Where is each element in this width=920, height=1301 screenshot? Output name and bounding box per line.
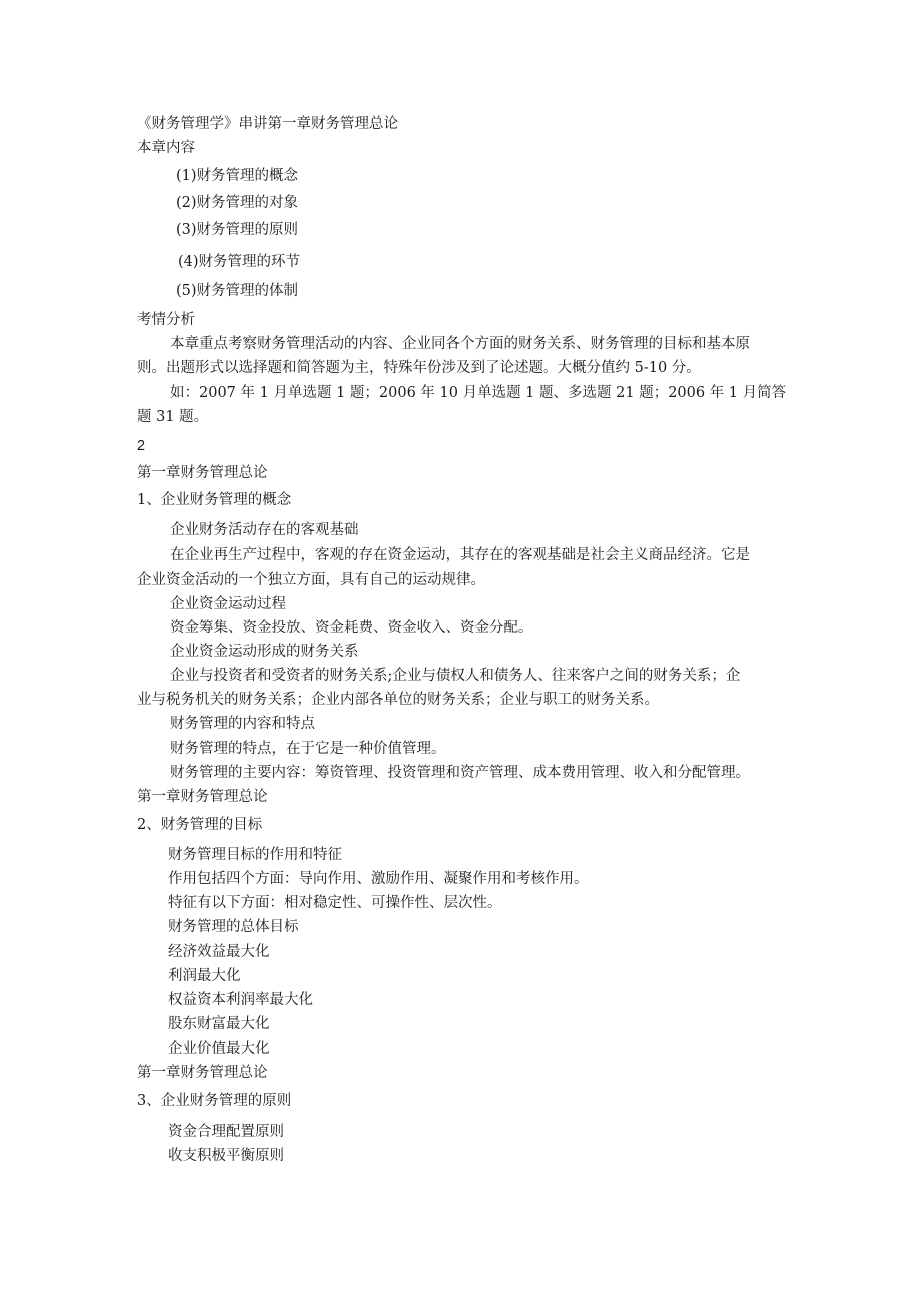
list-item: 权益资本利润率最大化 (168, 992, 313, 1008)
analysis-heading: 考情分析 (137, 312, 195, 328)
page-number: 2 (137, 438, 146, 454)
toc-heading: 本章内容 (137, 140, 195, 156)
analysis-paragraph-line: 题 31 题。 (137, 409, 209, 425)
body-line: 作用包括四个方面：导向作用、激励作用、凝聚作用和考核作用。 (168, 871, 589, 887)
list-item: 股东财富最大化 (168, 1016, 270, 1032)
toc-item: (5)财务管理的体制 (176, 283, 299, 299)
chapter-title: 第一章财务管理总论 (137, 789, 268, 805)
toc-item: (1)财务管理的概念 (176, 168, 299, 184)
body-line: 企业与投资者和受资者的财务关系;企业与债权人和债务人、往来客户之间的财务关系；企 (170, 668, 741, 684)
section-heading: 2、财务管理的目标 (137, 817, 263, 833)
analysis-paragraph-line: 则。出题形式以选择题和简答题为主，特殊年份涉及到了论述题。大概分值约 5-10 分。 (137, 360, 701, 376)
section-heading: 1、企业财务管理的概念 (137, 492, 292, 508)
toc-item: (4)财务管理的环节 (178, 254, 301, 270)
subheading: 财务管理目标的作用和特征 (168, 847, 342, 863)
toc-item: (3)财务管理的原则 (176, 222, 299, 238)
subheading: 企业资金运动形成的财务关系 (170, 644, 359, 660)
subheading: 财务管理的总体目标 (168, 919, 299, 935)
list-item: 经济效益最大化 (168, 944, 270, 960)
body-line: 业与税务机关的财务关系；企业内部各单位的财务关系；企业与职工的财务关系。 (137, 692, 659, 708)
subheading: 财务管理的内容和特点 (170, 716, 315, 732)
body-line: 财务管理的特点，在于它是一种价值管理。 (170, 741, 446, 757)
list-item: 收支积极平衡原则 (168, 1148, 284, 1164)
analysis-paragraph-line: 本章重点考察财务管理活动的内容、企业同各个方面的财务关系、财务管理的目标和基本原 (170, 336, 750, 352)
chapter-title: 第一章财务管理总论 (137, 465, 268, 481)
list-item: 企业价值最大化 (168, 1041, 270, 1057)
subheading: 企业资金运动过程 (170, 596, 286, 612)
toc-item: (2)财务管理的对象 (176, 195, 299, 211)
list-item: 资金合理配置原则 (168, 1124, 284, 1140)
body-line: 企业资金活动的一个独立方面，具有自己的运动规律。 (137, 572, 485, 588)
body-line: 资金筹集、资金投放、资金耗费、资金收入、资金分配。 (170, 620, 533, 636)
chapter-title: 第一章财务管理总论 (137, 1065, 268, 1081)
section-heading: 3、企业财务管理的原则 (137, 1093, 292, 1109)
document-title: 《财务管理学》串讲第一章财务管理总论 (137, 116, 398, 132)
analysis-paragraph-line: 如：2007 年 1 月单选题 1 题；2006 年 10 月单选题 1 题、多选题 21 题；2006 年 1 月简答 (170, 385, 787, 401)
list-item: 利润最大化 (168, 968, 241, 984)
subheading: 企业财务活动存在的客观基础 (170, 522, 359, 538)
body-line: 特征有以下方面：相对稳定性、可操作性、层次性。 (168, 895, 502, 911)
body-line: 财务管理的主要内容：筹资管理、投资管理和资产管理、成本费用管理、收入和分配管理。 (170, 765, 750, 781)
body-line: 在企业再生产过程中，客观的存在资金运动，其存在的客观基础是社会主义商品经济。它是 (170, 547, 750, 563)
